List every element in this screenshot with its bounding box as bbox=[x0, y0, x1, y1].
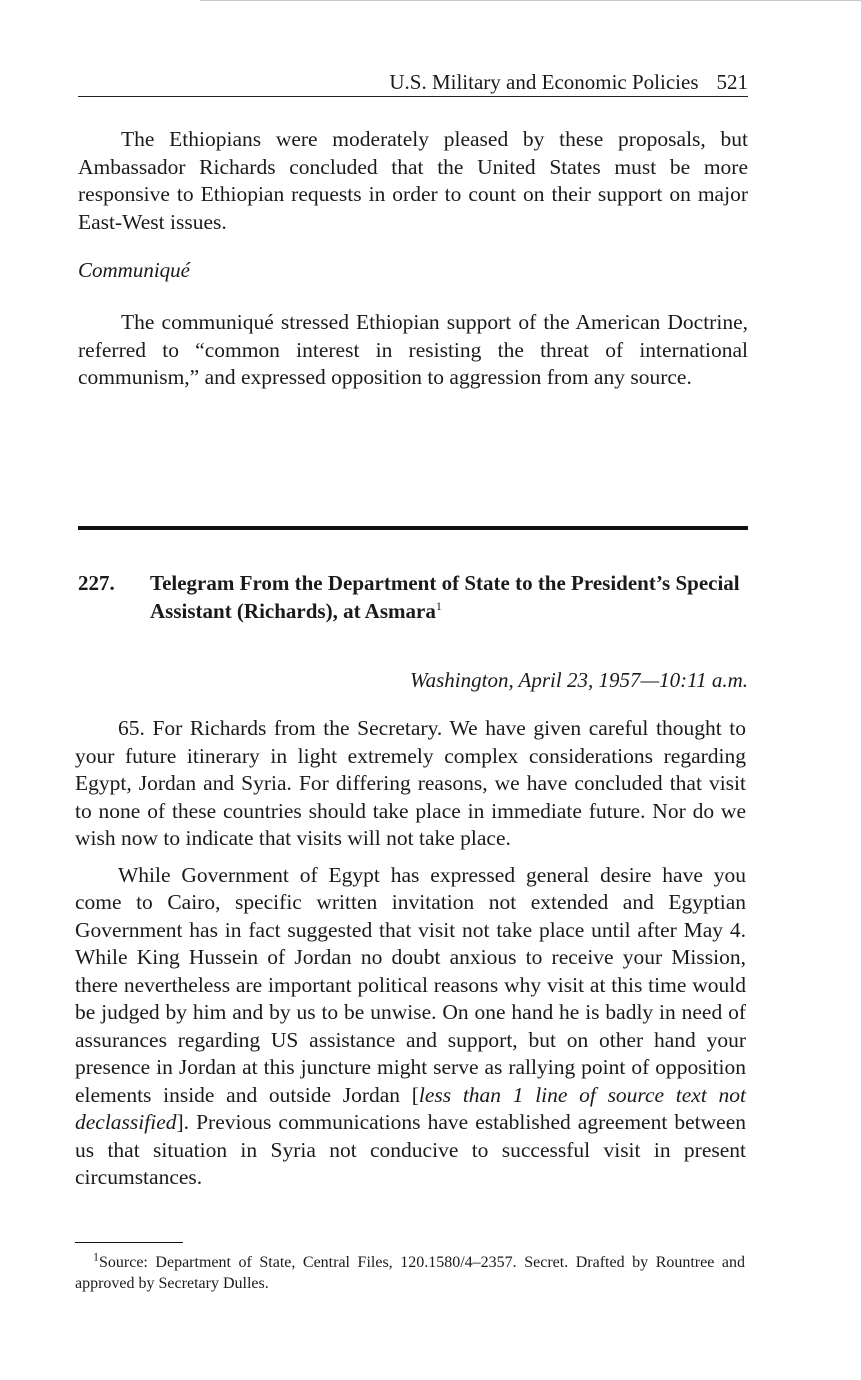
paragraph: The communiqué stressed Ethiopian support of the American Doctrine, referred to “common interest in resisting the threat of international communism,” and expressed opposition to aggression from any source. bbox=[78, 310, 748, 390]
section-1-paragraph-2-block bbox=[78, 309, 748, 392]
subheading-communique: Communiqué bbox=[78, 258, 190, 282]
telegram-body bbox=[75, 715, 746, 1192]
footnote-rule bbox=[75, 1242, 183, 1243]
footnote-reference: 1 bbox=[435, 599, 442, 613]
paragraph: The Ethiopians were moderately pleased by these proposals, but Ambassador Richards concluded that the United States must be more responsive to Ethiopian requests in order to count on their support on major East-West issues. bbox=[78, 127, 748, 234]
page-top-edge bbox=[200, 0, 861, 1]
document-title-text: Telegram From the Department of State to the President’s Special Assistant (Richards), at Asmara bbox=[150, 571, 740, 623]
paragraph: 65. For Richards from the Secretary. We have given careful thought to your future itinerary in light extremely complex considerations regarding Egypt, Jordan and Syria. For differing reasons, we have concluded that visit to none of these countries should take place in immediate future. Nor do we wish now to indicate that visits will not take place. bbox=[75, 716, 746, 850]
paragraph bbox=[75, 862, 746, 1192]
page-number: 521 bbox=[716, 70, 748, 94]
running-title: U.S. Military and Economic Policies bbox=[389, 70, 699, 94]
paragraph-text: ]. Previous communications have established agreement between us that situation in Syria not conducive to successful visit in present circumstances. bbox=[75, 1110, 746, 1189]
section-divider bbox=[78, 526, 748, 530]
paragraph-text: While Government of Egypt has expressed general desire have you come to Cairo, specific written invitation not extended and Egyptian Government has in fact suggested that visit not take place until after May 4. While King Hussein of Jordan no doubt anxious to receive your Mission, there nevertheless are important political reasons why visit at this time would be judged by him and by us to be unwise. On one hand he is badly in need of assurances regarding US assistance and support, but on other hand your presence in Jordan at this juncture might serve as rallying point of opposition elements inside and outside Jordan [ bbox=[75, 862, 746, 1107]
footnote-text: Source: Department of State, Central Files, 120.1580/4–2357. Secret. Drafted by Rountree and approved by Secretary Dulles. bbox=[75, 1254, 745, 1292]
document-title bbox=[150, 569, 750, 625]
document-number: 227. bbox=[78, 571, 115, 595]
footnote bbox=[75, 1249, 745, 1294]
section-1-paragraph-1-block bbox=[78, 126, 748, 236]
dateline: Washington, April 23, 1957—10:11 a.m. bbox=[410, 668, 748, 692]
redaction-note: less than 1 line of source text not declassified bbox=[75, 1082, 746, 1134]
running-header bbox=[78, 68, 748, 97]
footnote-marker: 1 bbox=[93, 1249, 99, 1264]
